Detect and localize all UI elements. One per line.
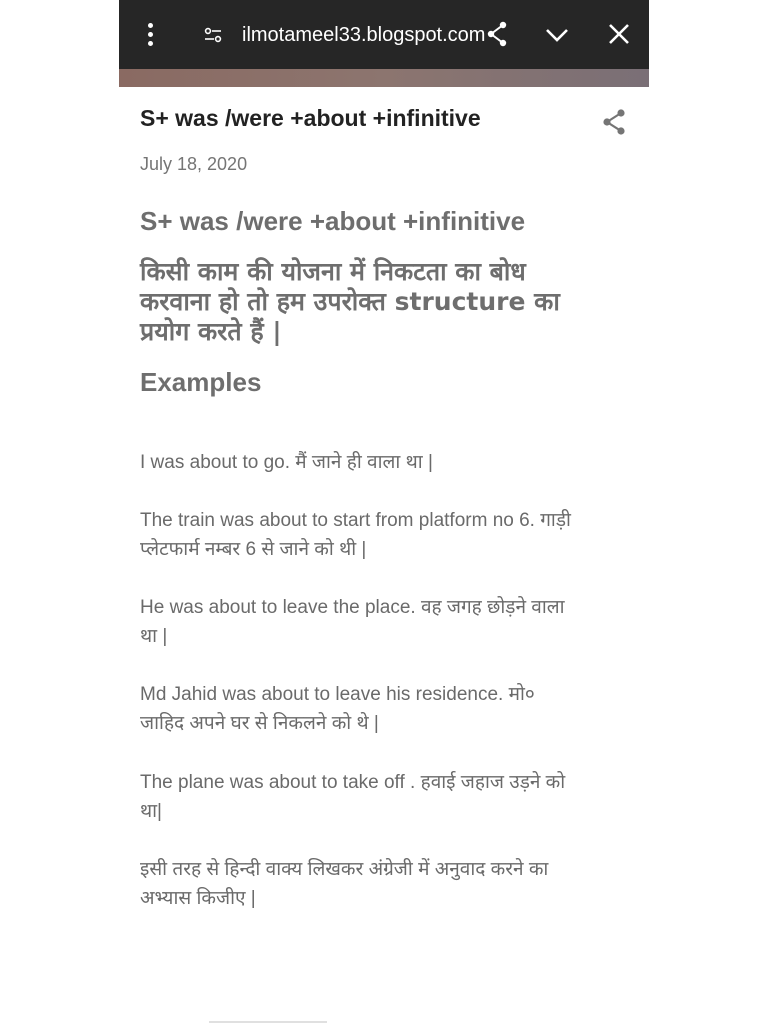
divider — [209, 1021, 327, 1023]
post-heading: S+ was /were +about +infinitive — [140, 206, 526, 236]
phone-screen — [119, 0, 649, 1024]
example-item — [140, 506, 635, 564]
hindi-intro-line: प्रयोग करते हैं | — [140, 317, 282, 346]
header-banner — [119, 69, 649, 87]
browser-toolbar — [119, 0, 649, 69]
example-item — [140, 855, 635, 913]
example-line: प्लेटफार्म नम्बर 6 से जाने को थी | — [140, 539, 367, 560]
example-line: इसी तरह से हिन्दी वाक्य लिखकर अंग्रेजी में अनुवाद करने का — [140, 859, 549, 880]
hindi-intro-line: किसी काम की योजना में निकटता का बोध — [140, 257, 526, 286]
share-icon[interactable] — [485, 20, 509, 48]
examples-heading: Examples — [140, 367, 262, 397]
example-line: Md Jahid was about to leave his residence. मो० — [140, 684, 535, 705]
chevron-down-icon[interactable] — [544, 22, 570, 48]
example-line: था| — [140, 801, 162, 822]
close-icon[interactable] — [607, 22, 631, 46]
example-line: I was about to go. मैं जाने ही वाला था | — [140, 452, 433, 473]
hindi-intro-line: करवाना हो तो हम उपरोक्त structure का — [140, 287, 560, 316]
more-options-icon[interactable] — [139, 20, 161, 50]
example-item — [140, 680, 635, 738]
url-text[interactable]: ilmotameel33.blogspot.com — [242, 24, 486, 46]
site-settings-icon[interactable] — [201, 23, 225, 47]
example-line: जाहिद अपने घर से निकलने को थे | — [140, 713, 379, 734]
example-item — [140, 448, 635, 477]
post-date: July 18, 2020 — [140, 154, 248, 174]
example-line: था | — [140, 626, 168, 647]
post-content — [119, 87, 649, 1024]
example-line: अभ्यास किजीए | — [140, 888, 256, 909]
example-line: The train was about to start from platform no 6. गाड़ी — [140, 510, 571, 531]
example-line: He was about to leave the place. वह जगह छोड़ने वाला — [140, 597, 565, 618]
example-item — [140, 768, 635, 826]
hindi-intro — [140, 257, 620, 347]
example-line: The plane was about to take off . हवाई जहाज उड़ने को — [140, 772, 566, 793]
post-title: S+ was /were +about +infinitive — [140, 105, 481, 131]
share-post-icon[interactable] — [600, 107, 628, 137]
example-item — [140, 593, 635, 651]
